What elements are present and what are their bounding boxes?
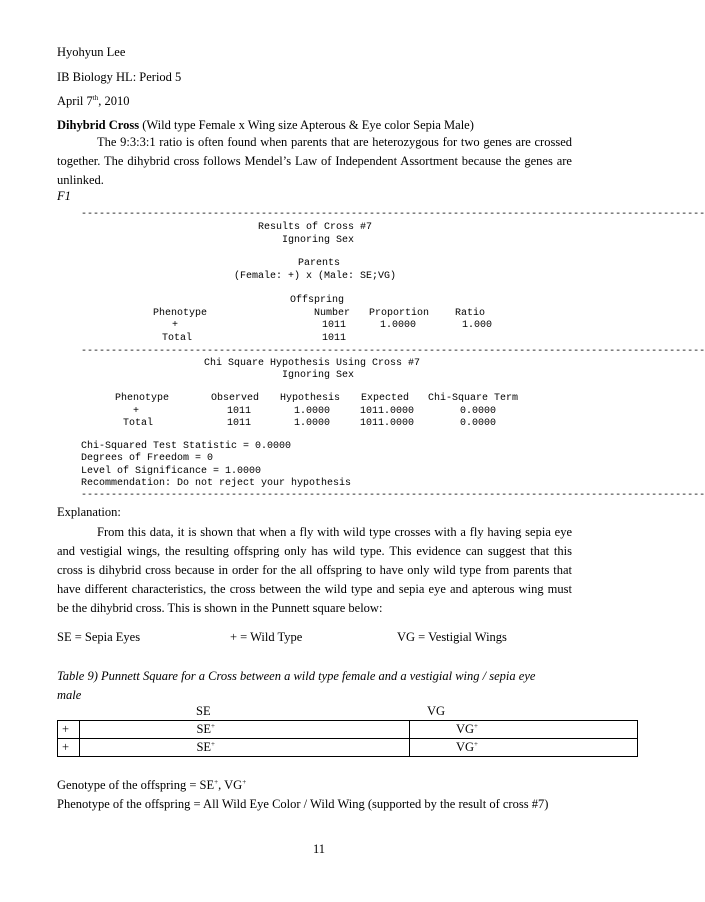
chi-t-term: 0.0000 bbox=[460, 418, 497, 429]
genotype-mid: , VG bbox=[218, 778, 243, 792]
explanation-paragraph bbox=[57, 523, 572, 618]
chi-freedom: Degrees of Freedom = 0 bbox=[81, 453, 214, 464]
row-ratio: 1.000 bbox=[462, 320, 493, 331]
cell-gene: SE bbox=[196, 740, 212, 754]
results-ignoring: Ignoring Sex bbox=[282, 235, 355, 246]
total-label: Total bbox=[162, 333, 193, 344]
genotype-line bbox=[57, 778, 246, 793]
punnett-cell bbox=[80, 739, 409, 757]
explanation-label: Explanation: bbox=[57, 505, 121, 519]
chi-t-hypothesis: 1.0000 bbox=[294, 418, 331, 429]
table-caption: Table 9) Punnett Square for a Cross between a wild type female and a vestigial wing / sepia eye male bbox=[57, 669, 536, 702]
course-line: IB Biology HL: Period 5 bbox=[57, 70, 182, 84]
chi-t-label: Total bbox=[123, 418, 154, 429]
parents-label: Parents bbox=[298, 258, 341, 269]
intro-text: The 9:3:3:1 ratio is often found when parents that are heterozygous for two genes are crossed together. The dihybrid cross follows Mendel’s Law of Independent Assortment because the genes are unlinked. bbox=[57, 135, 572, 187]
chi-r-observed: 1011 bbox=[227, 406, 252, 417]
punnett-row-label: + bbox=[58, 739, 80, 757]
date-sup: th bbox=[92, 93, 99, 102]
parents-value: (Female: +) x (Male: SE;VG) bbox=[234, 271, 397, 282]
punnett-col2-header: VG bbox=[427, 704, 446, 718]
chi-h-term: Chi-Square Term bbox=[428, 393, 519, 404]
chi-h-phenotype: Phenotype bbox=[115, 393, 170, 404]
chi-r-term: 0.0000 bbox=[460, 406, 497, 417]
offspring-label: Offspring bbox=[290, 295, 345, 306]
results-title: Results of Cross #7 bbox=[258, 222, 373, 233]
cell-sup: + bbox=[474, 721, 478, 730]
row-proportion: 1.0000 bbox=[380, 320, 417, 331]
punnett-cell bbox=[409, 721, 637, 739]
col-number: Number bbox=[314, 308, 351, 319]
divider-middle: -------------------------------------------------------------------------------------------------------- bbox=[81, 346, 705, 357]
chi-t-observed: 1011 bbox=[227, 418, 252, 429]
total-number: 1011 bbox=[322, 333, 347, 344]
chi-title: Chi Square Hypothesis Using Cross #7 bbox=[204, 358, 421, 369]
date-suffix: , 2010 bbox=[98, 94, 130, 108]
key-wild: + = Wild Type bbox=[230, 630, 303, 644]
cell-gene: VG bbox=[455, 722, 474, 736]
row-phenotype: + bbox=[172, 320, 179, 331]
punnett-row-label: + bbox=[58, 721, 80, 739]
genotype-sup1: + bbox=[214, 777, 219, 786]
chi-t-expected: 1011.0000 bbox=[360, 418, 415, 429]
punnett-square bbox=[57, 720, 638, 757]
col-ratio: Ratio bbox=[455, 308, 486, 319]
date-prefix: April 7 bbox=[57, 94, 93, 108]
divider-bottom: -------------------------------------------------------------------------------------------------------- bbox=[81, 490, 705, 501]
page-number: 11 bbox=[313, 842, 326, 856]
cell-gene: VG bbox=[455, 740, 474, 754]
chi-h-observed: Observed bbox=[211, 393, 260, 404]
chi-recommendation: Recommendation: Do not reject your hypothesis bbox=[81, 478, 352, 489]
chi-statistic: Chi-Squared Test Statistic = 0.0000 bbox=[81, 441, 292, 452]
punnett-col1-header: SE bbox=[196, 704, 211, 718]
chi-h-expected: Expected bbox=[361, 393, 410, 404]
phenotype-line: Phenotype of the offspring = All Wild Eye Color / Wild Wing (supported by the result of cross #7) bbox=[57, 797, 549, 811]
cell-gene: SE bbox=[196, 722, 212, 736]
punnett-row bbox=[58, 739, 638, 757]
document-title bbox=[57, 118, 474, 133]
explanation-text: From this data, it is shown that when a fly with wild type crosses with a fly having sepia eye and vestigial wings, the resulting offspring only has wild type. This evidence can suggest that this cross is dihybrid cross because in order for the all offspring to have only wild type from parents that have different characteristics, the cross between the wild type and sepia eye and apterous wing must be the dihybrid cross. This is shown in the Punnett square below: bbox=[57, 525, 572, 615]
intro-paragraph bbox=[57, 133, 572, 190]
col-proportion: Proportion bbox=[369, 308, 430, 319]
title-bold: Dihybrid Cross bbox=[57, 118, 140, 132]
genotype-sup2: + bbox=[242, 777, 247, 786]
punnett-cell bbox=[80, 721, 409, 739]
cell-sup: + bbox=[211, 721, 215, 730]
generation-label: F1 bbox=[57, 189, 71, 203]
chi-r-hypothesis: 1.0000 bbox=[294, 406, 331, 417]
col-phenotype: Phenotype bbox=[153, 308, 208, 319]
key-se: SE = Sepia Eyes bbox=[57, 630, 141, 644]
chi-r-expected: 1011.0000 bbox=[360, 406, 415, 417]
title-rest: (Wild type Female x Wing size Apterous & Eye color Sepia Male) bbox=[139, 118, 474, 132]
genotype-prefix: Genotype of the offspring = SE bbox=[57, 778, 215, 792]
chi-h-hypothesis: Hypothesis bbox=[280, 393, 341, 404]
author-name: Hyohyun Lee bbox=[57, 45, 126, 59]
chi-r-phenotype: + bbox=[133, 406, 140, 417]
row-number: 1011 bbox=[322, 320, 347, 331]
key-vg: VG = Vestigial Wings bbox=[397, 630, 507, 644]
chi-ignoring: Ignoring Sex bbox=[282, 370, 355, 381]
punnett-row bbox=[58, 721, 638, 739]
cell-sup: + bbox=[211, 739, 215, 748]
cell-sup: + bbox=[474, 739, 478, 748]
chi-significance: Level of Significance = 1.0000 bbox=[81, 466, 262, 477]
divider-top: -------------------------------------------------------------------------------------------------------- bbox=[81, 209, 705, 220]
date-line bbox=[57, 94, 129, 109]
punnett-cell bbox=[409, 739, 637, 757]
